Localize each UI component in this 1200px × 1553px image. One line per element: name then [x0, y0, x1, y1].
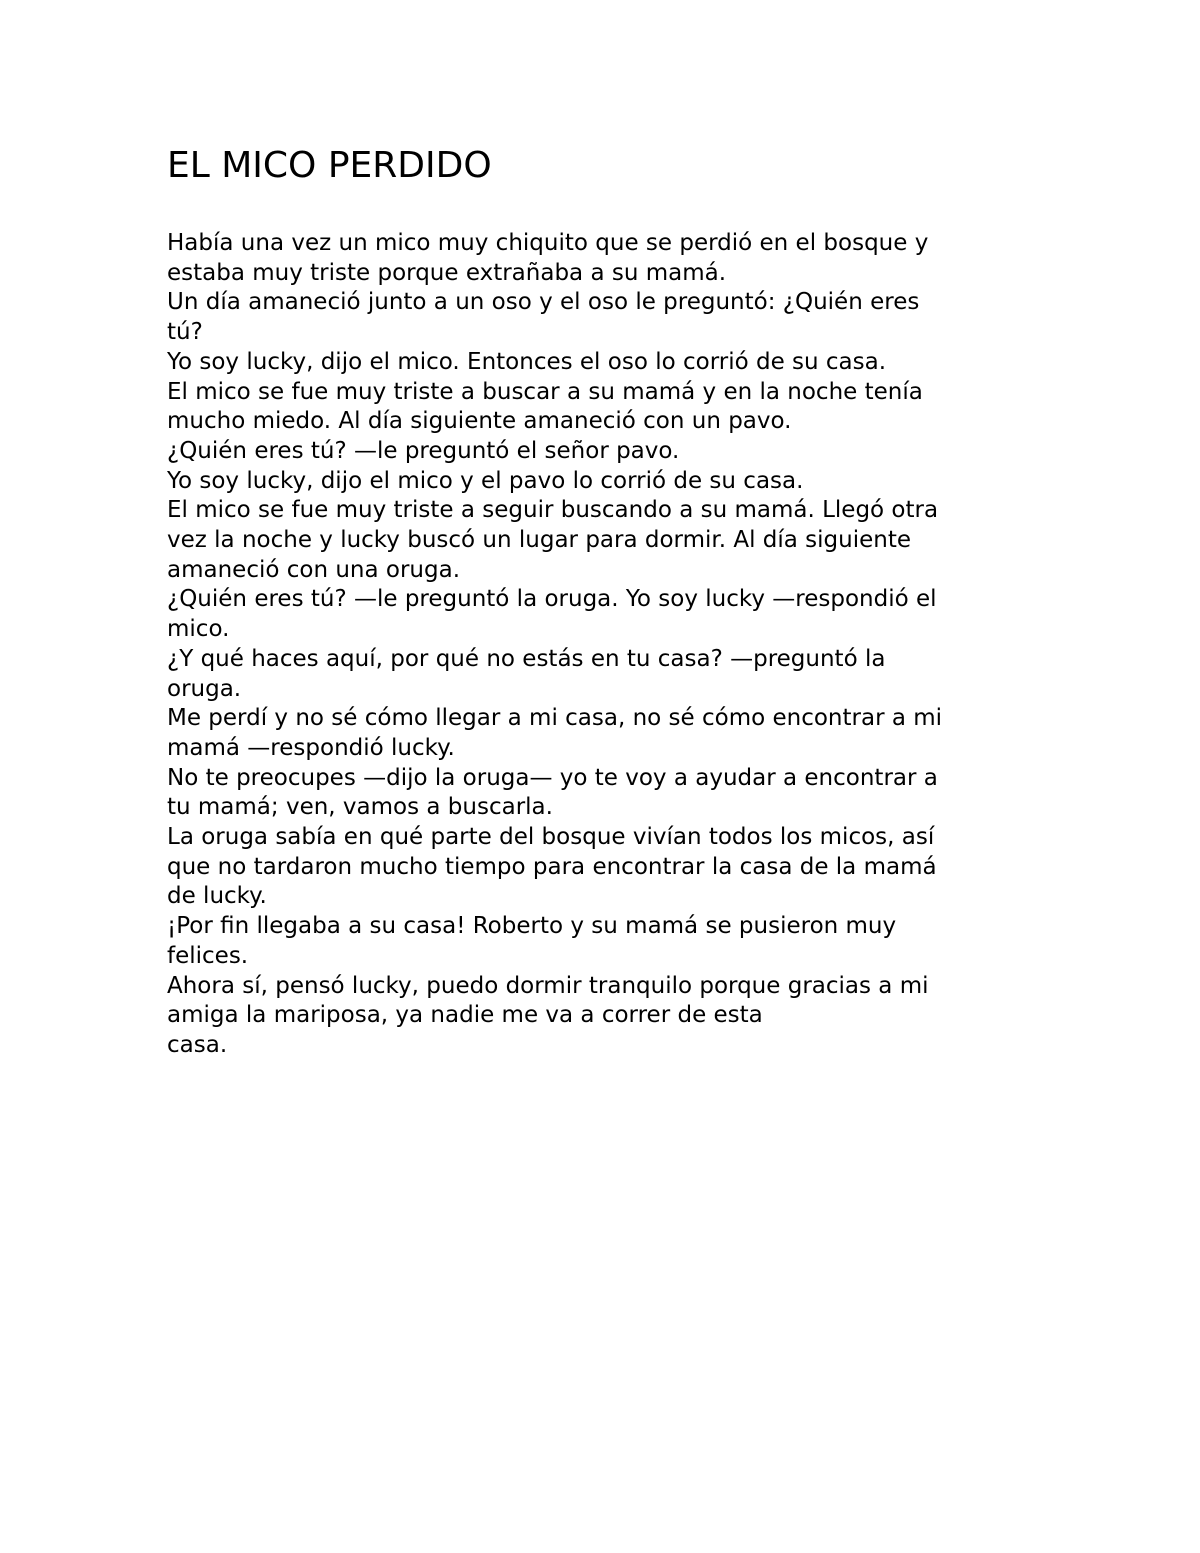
text-line: El mico se fue muy triste a buscar a su mamá y en la noche tenía: [167, 378, 923, 405]
text-line: estaba muy triste porque extrañaba a su mamá.: [167, 259, 727, 286]
text-line: Me perdí y no sé cómo llegar a mi casa, no sé cómo encontrar a mi: [167, 705, 943, 732]
text-line: mucho miedo. Al día siguiente amaneció con un pavo.: [167, 408, 792, 435]
text-line: Ahora sí, pensó lucky, puedo dormir tranquilo porque gracias a mi: [167, 972, 929, 999]
text-line: casa.: [167, 1031, 228, 1058]
document-title: EL MICO PERDIDO: [167, 145, 492, 186]
text-line: No te preocupes —dijo la oruga— yo te voy a ayudar a encontrar a: [167, 764, 938, 791]
text-line: amaneció con una oruga.: [167, 556, 461, 583]
text-line: tú?: [167, 319, 203, 346]
text-line: Yo soy lucky, dijo el mico y el pavo lo corrió de su casa.: [167, 467, 804, 494]
text-line: felices.: [167, 942, 249, 969]
document-body: [167, 143, 1047, 1061]
text-line: Había una vez un mico muy chiquito que se perdió en el bosque y: [167, 230, 929, 256]
text-line: ¿Quién eres tú? —le preguntó el señor pavo.: [167, 437, 680, 464]
text-line: La oruga sabía en qué parte del bosque vivían todos los micos, así: [167, 824, 935, 851]
story-text: [167, 229, 1047, 1061]
text-line: Un día amaneció junto a un oso y el oso le preguntó: ¿Quién eres: [167, 289, 920, 316]
text-line: amiga la mariposa, ya nadie me va a correr de esta: [167, 1002, 763, 1029]
text-line: mamá —respondió lucky.: [167, 734, 455, 761]
text-line: de lucky.: [167, 883, 267, 910]
text-line: tu mamá; ven, vamos a buscarla.: [167, 794, 553, 821]
text-line: vez la noche y lucky buscó un lugar para dormir. Al día siguiente: [167, 527, 912, 554]
text-line: El mico se fue muy triste a seguir buscando a su mamá. Llegó otra: [167, 497, 939, 524]
text-line: ¡Por fin llegaba a su casa! Roberto y su mamá se pusieron muy: [167, 913, 897, 940]
text-line: oruga.: [167, 675, 242, 702]
text-line: ¿Y qué haces aquí, por qué no estás en tu casa? —preguntó la: [167, 645, 886, 672]
text-line: ¿Quién eres tú? —le preguntó la oruga. Yo soy lucky —respondió el: [167, 586, 937, 613]
text-line: mico.: [167, 616, 230, 643]
text-line: que no tardaron mucho tiempo para encontrar la casa de la mamá: [167, 853, 937, 880]
text-line: Yo soy lucky, dijo el mico. Entonces el oso lo corrió de su casa.: [167, 348, 887, 375]
